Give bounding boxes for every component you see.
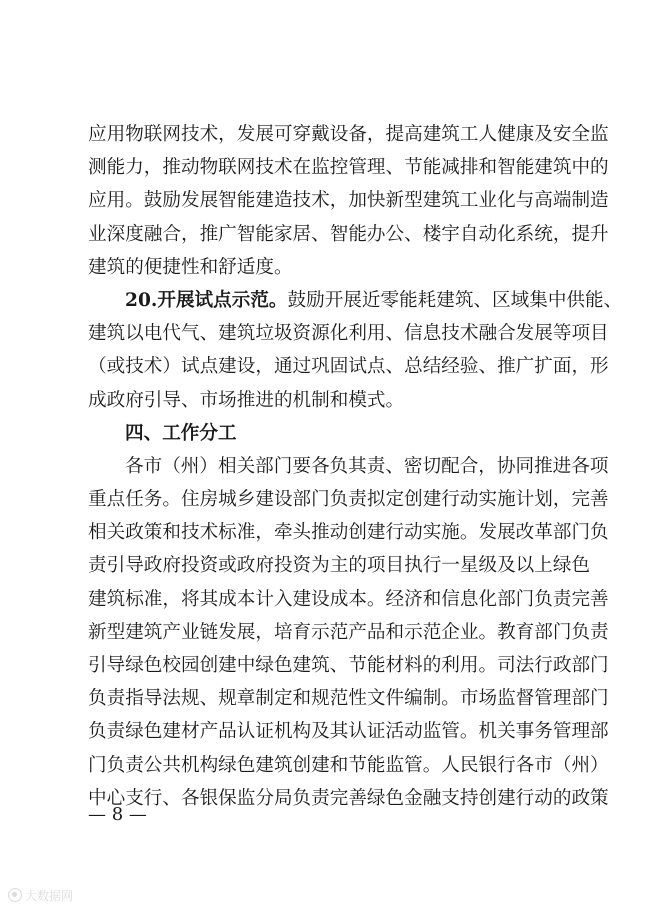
paragraph-line: （或技术）试点建设，通过巩固试点、总结经验、推广扩面，形 <box>88 356 609 378</box>
paragraph-line: 负责指导法规、规章制定和规范性文件编制。市场监督管理部门 <box>88 688 609 710</box>
paragraph-line: 责引导政府投资或政府投资为主的项目执行一星级及以上绿色 <box>88 555 591 577</box>
watermark <box>8 886 73 904</box>
paragraph-line: 建筑的便捷性和舒适度。 <box>88 256 293 278</box>
paragraph-line: 相关政策和技术标准，牵头推动创建行动实施。发展改革部门负 <box>88 522 609 544</box>
item-heading: 20.开展试点示范。 <box>125 289 288 311</box>
paragraph-line: 建筑标准，将其成本计入建设成本。经济和信息化部门负责完善 <box>88 588 609 610</box>
watermark-text: 大数据网 <box>25 888 74 903</box>
document-body <box>88 118 623 815</box>
paragraph-line: 引导绿色校园创建中绿色建筑、节能材料的利用。司法行政部门 <box>88 655 609 676</box>
watermark-logo-icon <box>8 888 22 902</box>
paragraph-line: 新型建筑产业链发展，培育示范产品和示范企业。教育部门负责 <box>88 621 609 643</box>
paragraph-line: 应用物联网技术，发展可穿戴设备，提高建筑工人健康及安全监 <box>88 124 609 145</box>
paragraph-line <box>88 284 623 317</box>
paragraph-line: 重点任务。住房城乡建设部门负责拟定创建行动实施计划，完善 <box>88 489 609 511</box>
paragraph-line: 负责绿色建材产品认证机构及其认证活动监管。机关事务管理部 <box>88 721 609 743</box>
paragraph-line: 门负责公共机构绿色建筑创建和节能监管。人民银行各市（州） <box>88 754 609 776</box>
paragraph-line: 建筑以电代气、建筑垃圾资源化利用、信息技术融合发展等项目 <box>88 323 609 345</box>
paragraph-line: 测能力，推动物联网技术在监控管理、节能减排和智能建筑中的 <box>88 157 609 179</box>
section-heading: 四、工作分工 <box>125 422 237 444</box>
item-text: 鼓励开展近零能耗建筑、区域集中供能、 <box>287 289 623 311</box>
paragraph-line: 业深度融合，推广智能家居、智能办公、楼宇自动化系统，提升 <box>88 223 609 245</box>
paragraph-line: 成政府引导、市场推进的机制和模式。 <box>88 389 405 411</box>
page-number: — 8 — <box>88 804 147 825</box>
paragraph-line: 应用。鼓励发展智能建造技术，加快新型建筑工业化与高端制造 <box>88 190 609 212</box>
paragraph-line: 中心支行、各银保监分局负责完善绿色金融支持创建行动的政策 <box>88 787 609 809</box>
paragraph-line: 各市（州）相关部门要各负其责、密切配合，协同推进各项 <box>125 455 609 477</box>
